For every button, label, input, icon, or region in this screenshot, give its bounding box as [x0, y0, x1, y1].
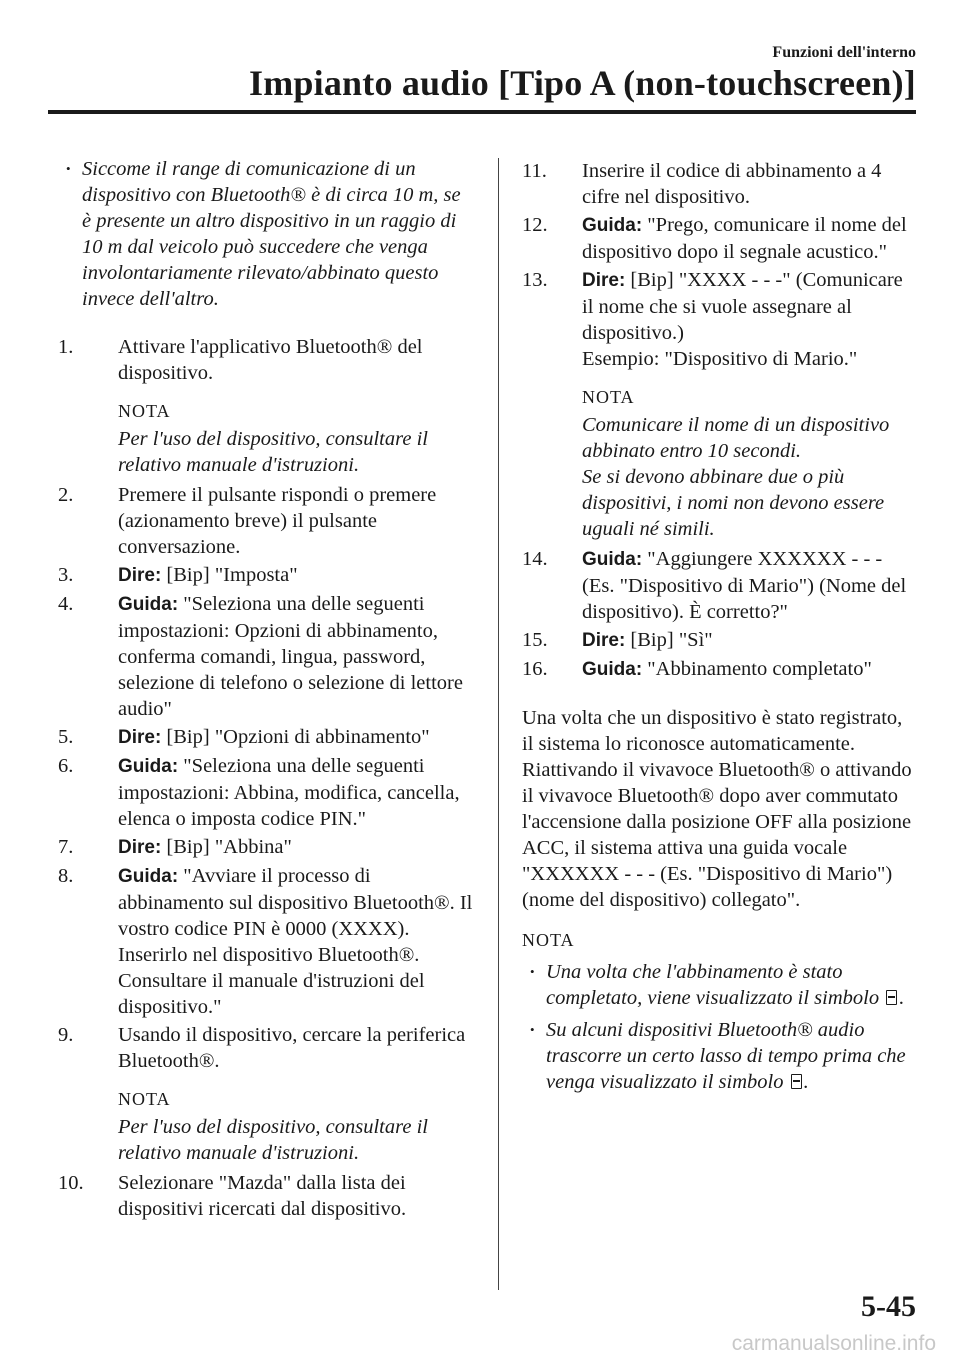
step-9: 9. Usando il dispositivo, cercare la periferica Bluetooth®.	[58, 1024, 466, 1072]
right-column	[522, 156, 917, 1101]
step-11: 11. Inserire il codice di abbinamento a 4 cifre nel dispositivo.	[522, 160, 882, 208]
bluetooth-phone-icon	[886, 990, 897, 1005]
step-8: 8. Guida: "Avviare il processo di abbinamento sul dispositivo Bluetooth®. Il vostro codice PIN è 0000 (XXXX). Inserirlo nel dispositivo Bluetooth®. Consultare il manuale d'istruzioni del dispositivo."	[58, 865, 473, 1018]
left-column	[58, 156, 473, 1224]
page-number: 5-45	[861, 1290, 916, 1323]
note-2: NOTA Per l'uso del dispositivo, consultare il relativo manuale d'istruzioni.	[118, 1089, 428, 1164]
section-label: Funzioni dell'interno	[772, 44, 916, 61]
column-divider	[498, 158, 499, 1290]
note-3: NOTA Comunicare il nome di un dispositivo abbinato entro 10 secondi. Se si devono abbinare due o più dispositivi, i nomi non devono essere uguali né simili.	[582, 387, 890, 540]
step-13: 13. Dire: [Bip] "XXXX - - -" (Comunicare il nome che si vuole assegnare al dispositivo.) Esempio: "Dispositivo di Mario."	[522, 267, 917, 372]
note-4-label: NOTA	[522, 930, 575, 950]
intro-note: • Siccome il range di comunicazione di un dispositivo con Bluetooth® è di circa 10 m, se è presente un altro dispositivo in un raggio di 10 m dal veicolo può succedere che venga involontariamente rilevato/abbinato questo invece dell'altro.	[58, 156, 473, 312]
step-7: 7. Dire: [Bip] "Abbina"	[58, 836, 292, 858]
step-2: 2. Premere il pulsante rispondi o premere (azionamento breve) il pulsante conversazione.	[58, 484, 437, 558]
step-4: 4. Guida: "Seleziona una delle seguenti impostazioni: Opzioni di abbinamento, conferma comandi, lingua, password, selezione di telefono o selezione di lettore audio"	[58, 593, 463, 720]
note-4-bullet-2: • Su alcuni dispositivi Bluetooth® audio trascorre un certo lasso di tempo prima che venga visualizzato il simbolo .	[522, 1017, 917, 1095]
header-rule	[48, 110, 916, 114]
note-1: NOTA Per l'uso del dispositivo, consultare il relativo manuale d'istruzioni.	[118, 401, 428, 476]
page-title: Impianto audio [Tipo A (non-touchscreen)]	[249, 63, 916, 103]
step-1: 1. Attivare l'applicativo Bluetooth® del dispositivo.	[58, 336, 423, 384]
step-5: 5. Dire: [Bip] "Opzioni di abbinamento"	[58, 726, 430, 748]
step-3: 3. Dire: [Bip] "Imposta"	[58, 564, 298, 586]
watermark: carmanualsonline.info	[731, 1332, 936, 1355]
step-10: 10. Selezionare "Mazda" dalla lista dei dispositivi ricercati dal dispositivo.	[58, 1172, 407, 1220]
step-15: 15. Dire: [Bip] "Sì"	[522, 629, 713, 651]
info-paragraph: Una volta che un dispositivo è stato registrato, il sistema lo riconosce automaticamente. Riattivando il vivavoce Bluetooth® o attivando il vivavoce Bluetooth® dopo aver commutato l'accensione dalla posizione OFF alla posizione ACC, il sistema attiva una guida vocale "XXXXXX - - - (Es. "Dispositivo di Mario") (nome del dispositivo) collegato".	[522, 707, 912, 911]
step-13-example: Esempio: "Dispositivo di Mario."	[582, 348, 858, 370]
step-14: 14. Guida: "Aggiungere XXXXXX - - - (Es. "Dispositivo di Mario") (Nome del dispositivo). È corretto?"	[522, 548, 907, 623]
bluetooth-phone-icon	[791, 1074, 802, 1089]
step-6: 6. Guida: "Seleziona una delle seguenti impostazioni: Abbina, modifica, cancella, elenca o imposta codice PIN."	[58, 755, 460, 830]
step-16: 16. Guida: "Abbinamento completato"	[522, 658, 872, 680]
note-4-bullet-1: • Una volta che l'abbinamento è stato completato, viene visualizzato il simbolo .	[522, 959, 917, 1011]
step-12: 12. Guida: "Prego, comunicare il nome del dispositivo dopo il segnale acustico."	[522, 214, 907, 263]
